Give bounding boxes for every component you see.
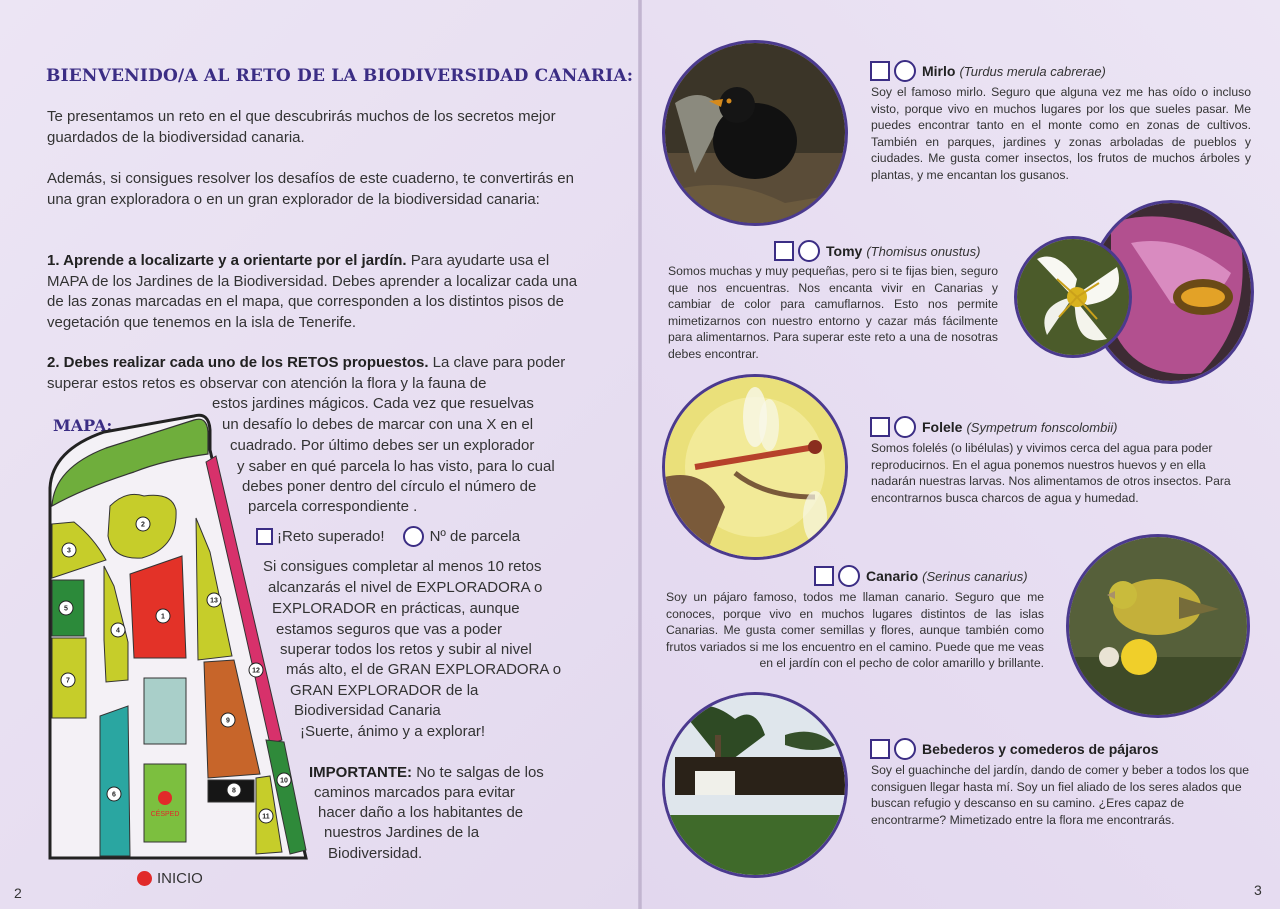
point-2-line: estos jardines mágicos. Cada vez que resuelvas <box>212 395 534 412</box>
entry-canario-name: Canario <box>866 568 919 584</box>
plot-badge <box>59 601 73 615</box>
svg-text:4: 4 <box>116 627 120 635</box>
levels-line: EXPLORADOR en prácticas, aunque <box>272 600 520 617</box>
start-marker <box>137 870 203 887</box>
map-title: MAPA: <box>53 416 113 435</box>
point-2-text: La clave para poder superar estos retos es observar con atención la flora y la fauna de <box>47 354 566 392</box>
point-2-line: y saber en qué parcela lo has visto, para lo cual <box>237 458 555 475</box>
plot-badge <box>227 783 241 797</box>
entry-mirlo-species: (Turdus merula cabrerae) <box>959 63 1106 79</box>
entry-feeders-text: Soy el guachinche del jardín, dando de comer y beber a todos los que consiguen llegar hasta mí. Soy un fiel aliado de los seres alados que buscan refugio y descanso en su camino. ¿Eres capaz de encontrarme? Mimetizado entre la flora me encontrarás. <box>871 763 1250 827</box>
entry-feeders-plot-circle[interactable] <box>894 738 916 760</box>
point-1 <box>47 251 592 333</box>
legend-square-label: ¡Reto superado! <box>277 528 385 545</box>
start-label: INICIO <box>157 870 203 887</box>
svg-text:11: 11 <box>262 813 270 821</box>
left-page <box>0 0 638 909</box>
important-first-line <box>309 763 599 784</box>
garden-map <box>44 410 316 865</box>
svg-text:10: 10 <box>280 777 288 785</box>
legend-circle-label: Nº de parcela <box>429 528 521 545</box>
levels-line: más alto, el de GRAN EXPLORADORA o <box>286 661 562 678</box>
point-2-line: debes poner dentro del círculo el número de <box>242 478 537 495</box>
important-text: No te salgas de los <box>412 764 544 781</box>
entry-mirlo-name: Mirlo <box>922 63 956 79</box>
levels-line: ¡Suerte, ánimo y a explorar! <box>300 723 486 740</box>
entry-tomy-species: (Thomisus onustus) <box>866 243 981 259</box>
lawn-label: CÉSPED <box>150 811 180 818</box>
important-line: nuestros Jardines de la <box>324 824 480 841</box>
entry-feeders-checkbox[interactable] <box>870 739 890 759</box>
page-title: BIENVENIDO/A AL RETO DE LA BIODIVERSIDAD CANARIA: <box>46 66 634 86</box>
point-2-line: parcela correspondiente . <box>248 498 418 515</box>
plot-badge <box>156 609 170 623</box>
important-line: Biodiversidad. <box>328 845 423 862</box>
point-2-heading: 2. Debes realizar cada uno de los RETOS propuestos. <box>47 354 429 371</box>
entry-canario-plot-circle[interactable] <box>838 565 860 587</box>
lawn-marker-icon <box>158 791 172 805</box>
important-line: hacer daño a los habitantes de <box>318 804 524 821</box>
intro-paragraph-1: Te presentamos un reto en el que descubrirás muchos de los secretos mejor guardados de la biodiversidad canaria. <box>47 108 556 146</box>
plot-badge <box>207 593 221 607</box>
entry-mirlo-plot-circle[interactable] <box>894 60 916 82</box>
entry-folele-checkbox[interactable] <box>870 417 890 437</box>
point-2-line: cuadrado. Por último debes ser un explorador <box>230 437 535 454</box>
svg-text:12: 12 <box>252 667 260 675</box>
entry-tomy-plot-circle[interactable] <box>798 240 820 262</box>
svg-text:8: 8 <box>232 787 236 795</box>
plot-badge <box>249 663 263 677</box>
levels-line: Biodiversidad Canaria <box>294 702 441 719</box>
entry-folele-heading <box>870 416 1117 438</box>
crab-spider-photo <box>1014 236 1132 358</box>
entry-mirlo-checkbox[interactable] <box>870 61 890 81</box>
important-label: IMPORTANTE: <box>309 764 413 781</box>
plot-badge <box>221 713 235 727</box>
entry-folele-plot-circle[interactable] <box>894 416 916 438</box>
entry-feeders-heading <box>870 738 1159 760</box>
canary-photo <box>1066 534 1250 718</box>
svg-text:9: 9 <box>226 717 230 725</box>
levels-line: alcanzarás el nivel de EXPLORADORA o <box>268 579 543 596</box>
point-2 <box>47 353 592 394</box>
entry-tomy-heading <box>774 240 980 262</box>
entry-tomy-text: Somos muchas y muy pequeñas, pero si te fijas bien, seguro que nos encuentras. Nos encanta vivir en Canarias y cambiar de color para camuflarnos. Esto nos permite mimetizarnos con nuestro entorno y cazar más fácilmente para alimentarnos. Para superar este reto a una de nosotras debes encontrar. <box>668 264 998 361</box>
right-page <box>642 0 1280 909</box>
intro-paragraph-2: Además, si consigues resolver los desafíos de este cuaderno, te convertirás en una gran exploradora o en un gran explorador de la biodiversidad canaria: <box>47 170 574 208</box>
entry-mirlo-text: Soy el famoso mirlo. Seguro que alguna vez me has oído o incluso visto, porque vivo en muchos lugares por los que sueles pasar. Me puedes encontrar tanto en el monte como en zonas de cultivos. También en parques, jardines y zonas arboladas de pueblos y ciudades. Me gusta comer insectos, los frutos de muchos árboles y plantas, y me encantan los gusanos. <box>871 85 1251 182</box>
point-2-line: un desafío lo debes de marcar con una X en el <box>222 416 534 433</box>
plot-badge <box>277 773 291 787</box>
entry-mirlo-heading <box>870 60 1106 82</box>
page-number-left: 2 <box>14 885 22 901</box>
svg-text:5: 5 <box>64 605 68 613</box>
bird-feeder-photo <box>662 692 848 878</box>
svg-text:2: 2 <box>141 521 145 529</box>
point-1-text: Para ayudarte usa el MAPA de los Jardines de la Biodiversidad. Debes aprender a localizar cada una de las zonas marcadas en el mapa, que corresponden a los distintos pisos de vegetación que tenemos en la isla de Tenerife. <box>47 252 578 331</box>
entry-feeders-name: Bebederos y comederos de pájaros <box>922 741 1159 757</box>
entry-canario-species: (Serinus canarius) <box>922 568 1028 584</box>
plot-light-blue <box>144 678 186 744</box>
svg-text:7: 7 <box>66 677 70 685</box>
page-number-right: 3 <box>1254 882 1262 898</box>
entry-folele-name: Folele <box>922 419 963 435</box>
entry-tomy-checkbox[interactable] <box>774 241 794 261</box>
plot-6 <box>100 706 130 856</box>
start-dot-icon <box>137 871 152 886</box>
entry-folele-text: Somos folelés (o libélulas) y vivimos cerca del agua para poder reproducirnos. En el agua ponemos nuestros huevos y en ella nadarán nuestras larvas. Nos alimentamos de otros insectos. Para encontrarnos busca charcos de agua y humedad. <box>871 441 1231 505</box>
entry-tomy-name: Tomy <box>826 243 863 259</box>
plot-badge <box>61 673 75 687</box>
svg-text:6: 6 <box>112 791 116 799</box>
entry-canario-checkbox[interactable] <box>814 566 834 586</box>
dragonfly-photo <box>662 374 848 560</box>
svg-text:13: 13 <box>210 597 218 605</box>
plot-1 <box>130 556 186 658</box>
plot-badge <box>62 543 76 557</box>
entry-folele-species: (Sympetrum fonscolombii) <box>966 419 1118 435</box>
levels-line: estamos seguros que vas a poder <box>276 621 502 638</box>
important-line: caminos marcados para evitar <box>314 784 515 801</box>
levels-line: superar todos los retos y subir al nivel <box>280 641 532 658</box>
svg-text:3: 3 <box>67 547 71 555</box>
plot-badge <box>107 787 121 801</box>
levels-line: GRAN EXPLORADOR de la <box>290 682 479 699</box>
point-1-heading: 1. Aprende a localizarte y a orientarte por el jardín. <box>47 252 407 269</box>
plot-badge <box>136 517 150 531</box>
entry-canario-heading <box>814 565 1028 587</box>
levels-line: Si consigues completar al menos 10 retos <box>263 558 542 575</box>
plot-badge <box>259 809 273 823</box>
blackbird-photo <box>662 40 848 226</box>
legend-circle-icon <box>403 526 424 547</box>
plot-badge <box>111 623 125 637</box>
svg-text:1: 1 <box>161 613 165 621</box>
entry-canario-text: Soy un pájaro famoso, todos me llaman canario. Seguro que me conoces, porque vivo en muchos lugares distintos de las islas Canarias. Me gusta comer semillas y flores, aunque también como frutos variados si me los encuentro en el camino. Puede que me veas en el jardín con el pecho de color amarillo y brillante. <box>666 590 1044 671</box>
